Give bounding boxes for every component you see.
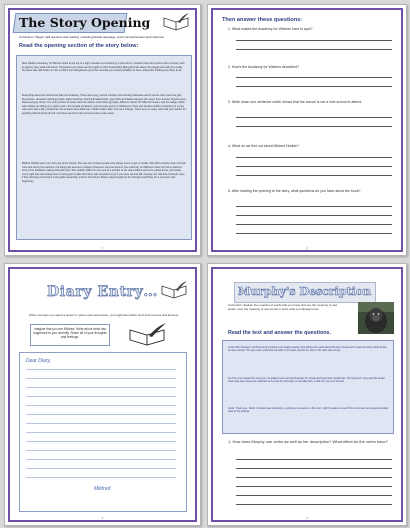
writing-line xyxy=(26,405,176,406)
answer-line[interactable] xyxy=(236,233,392,234)
answer-line[interactable] xyxy=(236,459,392,460)
answer-line[interactable] xyxy=(236,40,392,41)
diary-intro: When we have you spent a lesson in green and new lesson, you might feel rather tired and nervous and anxious. xyxy=(29,313,179,317)
book-quill-icon xyxy=(162,12,190,34)
description-paragraph-1: It was Miss Rosbey's old friend and it looked more alright exactly. Something was quite about Murphy's head and it made him look a little bit like he was outside. His eyes were small and sat wide in his head, and his fur was on the dark side on top. xyxy=(228,346,387,353)
question-1: 1. How does Murphy use verbs as well as her description? What effect do the verbs have? xyxy=(228,439,388,444)
story-paragraph-2: Everything about the school was dark and shadowy. There were long, narrow corridors and winding staircases and of course there were the girls themselves, dressed in black gymslips, black stockings, black hobnailed boots, grey shirts and black-and-grey ties. Even their summer dresses were black-and-grey check. The only touches of colour were the sashes round their gymslips, different colours for different houses, and the badge, which was a black cat sitting on a yellow moon. For special occasions, such as prize-giving or Hallowe'en, there was another uniform consisting of a long robe worn with a tall, pointed hat, but as these were black too, it didn't really make much of a change. There were so many rules that you couldn't do anything without being told off, and there seemed to be test and exams every week. xyxy=(22,94,186,115)
writing-line xyxy=(26,441,176,442)
answer-line[interactable] xyxy=(236,468,392,469)
diary-greeting: Dear Diary, xyxy=(26,358,51,364)
writing-line xyxy=(26,468,176,469)
answer-line[interactable] xyxy=(236,126,392,127)
diary-signature: Mildred xyxy=(94,486,111,492)
answer-line[interactable] xyxy=(236,224,392,225)
writing-line xyxy=(26,396,176,397)
page-number: 4 xyxy=(306,516,308,520)
page-murphys-description xyxy=(207,263,407,526)
page-number: 3 xyxy=(101,516,104,520)
answer-line[interactable] xyxy=(236,86,392,87)
page-number: 2 xyxy=(306,246,308,250)
question-5: 5. After reading the opening to the story, what questions do you have about the book? xyxy=(228,189,361,193)
curriculum-note: Curriculum: Explain the meaning of words that you know and use the meaning of new words. Give the meaning of new words or work what you already know. xyxy=(228,303,338,311)
gorilla-image xyxy=(358,302,394,334)
question-2: 2. How's the Academy for Witches described? xyxy=(228,65,300,69)
page-diary-entry xyxy=(4,263,201,526)
answer-line[interactable] xyxy=(236,206,392,207)
question-3: 3. Write down one sentence which shows that the school is not a nice school to attend. xyxy=(228,100,363,104)
answer-line[interactable] xyxy=(236,166,392,167)
book-quill-icon xyxy=(127,322,167,348)
answer-line[interactable] xyxy=(236,49,392,50)
curriculum-note: Curriculum: Target: skill question and reading, including literate language, texts comprehension and inference. xyxy=(19,35,165,39)
description-paragraph-2: As if the room waited for everyone, he walked over and stood beside her slowly and leant down beside her. His long arms hung and his broad chest was bare. Everyone watched as he took his first steps on the little path, a little bit unsure of himself. xyxy=(228,377,385,384)
answer-line[interactable] xyxy=(236,495,392,496)
answer-line[interactable] xyxy=(236,77,392,78)
answer-line[interactable] xyxy=(236,175,392,176)
section-heading: Read the text and answer the questions. xyxy=(228,330,332,336)
description-text-box xyxy=(222,340,394,434)
story-paragraph-3: Mildred Hubble was in her first year at the school. She was one of those people who always seem to get in trouble. She didn't exactly mean to break rules and annoy the teachers, but things just seemed to happen whenever she was around. You could rely on Mildred to have her hat on back-to-front or her bootlaces trailing along the floor. She couldn't walk from one end of a corridor to the other without someone yelling at her, and nearly every night she was writing lines or being kept in after their there was anywhere to go if you were sat and still. Anyway, she had lots of friends, even if they did keep themselves in the gallon assembly, and her best friend, Maud, stayed loyally by her through everything, for a new term was beginning. xyxy=(22,162,186,183)
writing-line xyxy=(26,414,176,415)
page-title: The Story Opening xyxy=(19,15,151,30)
answer-line[interactable] xyxy=(236,486,392,487)
answer-line[interactable] xyxy=(236,477,392,478)
book-quill-icon xyxy=(160,280,188,302)
writing-line xyxy=(26,378,176,379)
writing-line xyxy=(26,423,176,424)
writing-line xyxy=(26,477,176,478)
section-heading: Read the opening section of the story below: xyxy=(19,43,139,49)
writing-line xyxy=(26,432,176,433)
story-paragraph-1: Miss Cackle's Academy for Witches stood at the top of a high mountain surrounded by a pine forest. It looked more like a prison than a school, with its gloomy grey walls and turrets. Sometimes you could see the pupils on their broomsticks flitting like bats above the playground wall, but usually the place was half hidden in mist so that if you had glanced up at the mountain you would probably not have noticed the building was there at all. xyxy=(22,62,185,72)
diary-writing-box[interactable] xyxy=(19,352,187,512)
writing-line xyxy=(26,387,176,388)
questions-heading: Then answer these questions: xyxy=(222,17,303,23)
diary-prompt-box: Imagine that you are Mildred. Write about what has happened to you recently. Share all of your thoughts and feelings. xyxy=(30,324,110,346)
answer-line[interactable] xyxy=(236,504,392,505)
writing-line xyxy=(26,459,176,460)
page-story-opening xyxy=(4,4,201,256)
page-number: 1 xyxy=(101,246,104,250)
page-title: Diary Entry… xyxy=(47,284,158,300)
question-1: 1. What makes the Academy for Witches hard to spot? xyxy=(228,27,313,31)
answer-line[interactable] xyxy=(236,117,392,118)
question-4: 4. What do we find out about Mildred Hubble? xyxy=(228,144,300,148)
story-text-box xyxy=(16,55,192,240)
page-questions xyxy=(207,4,407,256)
answer-line[interactable] xyxy=(236,157,392,158)
page-title: Murphy's Description xyxy=(238,285,372,298)
writing-line xyxy=(26,369,176,370)
writing-line xyxy=(26,450,176,451)
answer-line[interactable] xyxy=(236,215,392,216)
description-paragraph-3: Good. Thank you. Weird. Knocked was wondering. Looking at a creature in the room: which creature moved? No one knew, but everyone looked back at the window. xyxy=(228,407,388,414)
